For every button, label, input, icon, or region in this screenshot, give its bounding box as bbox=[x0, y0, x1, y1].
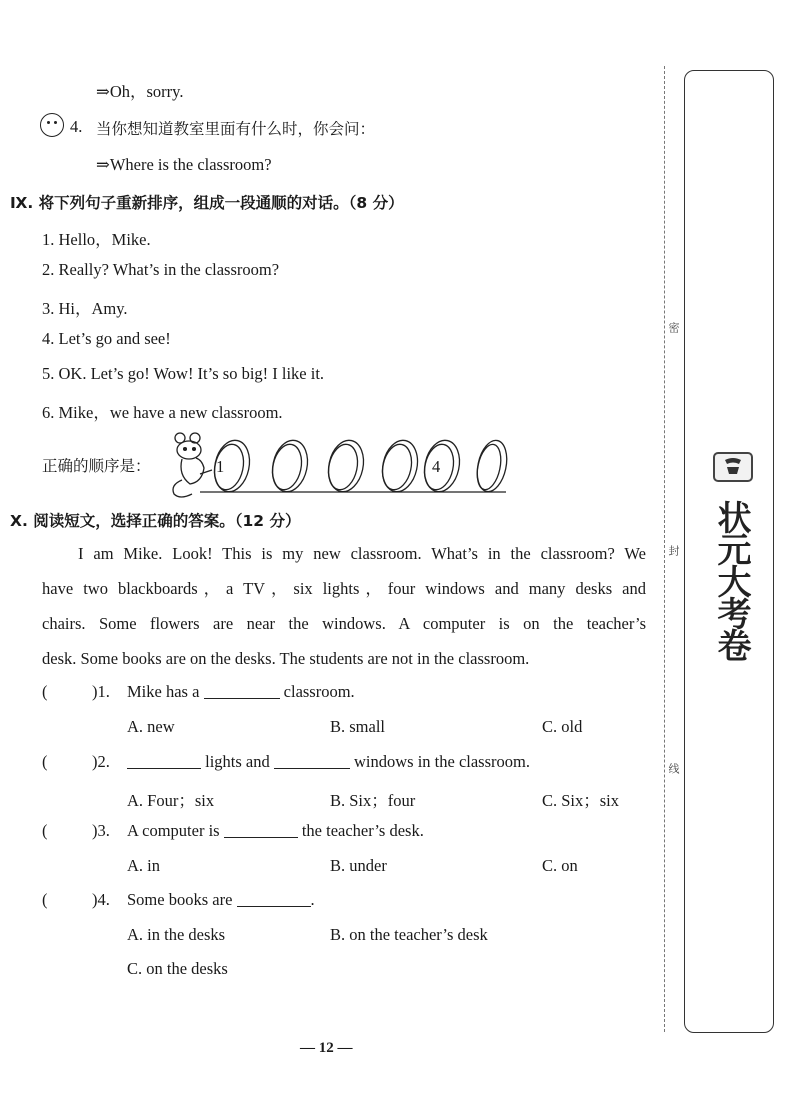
question-stem: Mike has a classroom. bbox=[127, 682, 355, 701]
seal-char-xian: 线 bbox=[667, 763, 680, 774]
order-answer-5: 4 bbox=[432, 457, 441, 476]
passage-line: desk. Some books are on the desks. The students are not in the classroom. bbox=[42, 649, 530, 668]
mouse-icon bbox=[173, 433, 212, 497]
answer-blank[interactable] bbox=[204, 697, 280, 699]
question-number: 4. bbox=[70, 117, 83, 136]
answer-blank[interactable] bbox=[224, 836, 298, 838]
order-label: 正确的顺序是： bbox=[42, 457, 151, 475]
answer-paren-open: ( bbox=[42, 890, 48, 909]
question-answer: ⇒Where is the classroom? bbox=[96, 155, 272, 174]
question-stem: A computer is the teacher’s desk. bbox=[127, 821, 424, 840]
section-10-title: Ⅹ. 阅读短文，选择正确的答案。（12 分） bbox=[10, 512, 301, 530]
question-stem: lights and windows in the classroom. bbox=[127, 752, 530, 772]
seal-char-feng: 封 bbox=[667, 545, 680, 556]
answer-paren-open: ( bbox=[42, 821, 48, 840]
dialog-line: 1. Hello，Mike. bbox=[42, 230, 151, 249]
answer-sorry: ⇒Oh，sorry. bbox=[96, 82, 184, 101]
option-b[interactable]: B. under bbox=[330, 856, 387, 875]
answer-blank[interactable] bbox=[237, 905, 311, 907]
question-number: )3. bbox=[92, 821, 110, 840]
answer-paren-open: ( bbox=[42, 752, 48, 771]
option-c[interactable]: C. old bbox=[542, 717, 583, 736]
option-c[interactable]: C. on bbox=[542, 856, 578, 875]
brand-name: 状元大考卷 bbox=[711, 500, 751, 660]
order-answer-1: 1 bbox=[216, 457, 225, 476]
answer-blank[interactable] bbox=[274, 767, 350, 769]
option-a[interactable]: A. Four；six bbox=[127, 791, 215, 810]
option-b[interactable]: B. on the teacher’s desk bbox=[330, 925, 488, 944]
seal-char-mi: 密 bbox=[667, 322, 680, 333]
option-a[interactable]: A. in the desks bbox=[127, 925, 226, 944]
question-number: )1. bbox=[92, 682, 110, 701]
question-stem: Some books are . bbox=[127, 890, 315, 909]
page-number: — 12 — bbox=[300, 1040, 353, 1056]
answer-paren-open: ( bbox=[42, 682, 48, 701]
passage-line: chairs. Some flowers are near the windows. A computer is on the teacher’s bbox=[42, 614, 646, 633]
question-number: )2. bbox=[92, 752, 110, 771]
brand-logo-icon bbox=[713, 452, 753, 482]
section-9-title: Ⅸ. 将下列句子重新排序，组成一段通顺的对话。（8 分） bbox=[10, 194, 404, 212]
passage-line: have two blackboards，a TV，six lights，four windows and many desks and bbox=[42, 579, 646, 598]
order-answer-figure bbox=[160, 430, 510, 500]
dialog-line: 6. Mike，we have a new classroom. bbox=[42, 403, 283, 422]
question-text: 当你想知道教室里面有什么时，你会问： bbox=[96, 120, 376, 138]
dialog-line: 3. Hi，Amy. bbox=[42, 299, 128, 318]
dialog-line: 5. OK. Let’s go! Wow! It’s so big! I like it. bbox=[42, 364, 325, 383]
passage-line: I am Mike. Look! This is my new classroom. What’s in the classroom? We bbox=[78, 544, 646, 563]
dialog-line: 2. Really? What’s in the classroom? bbox=[42, 260, 280, 279]
dialog-line: 4. Let’s go and see! bbox=[42, 329, 171, 348]
question-number: )4. bbox=[92, 890, 110, 909]
answer-blank[interactable] bbox=[127, 767, 201, 769]
option-a[interactable]: A. new bbox=[127, 717, 175, 736]
option-c[interactable]: C. on the desks bbox=[127, 959, 228, 978]
option-a[interactable]: A. in bbox=[127, 856, 160, 875]
option-c[interactable]: C. Six；six bbox=[542, 791, 620, 810]
smiley-face-icon bbox=[40, 113, 64, 137]
option-b[interactable]: B. small bbox=[330, 717, 386, 736]
option-b[interactable]: B. Six；four bbox=[330, 791, 416, 810]
